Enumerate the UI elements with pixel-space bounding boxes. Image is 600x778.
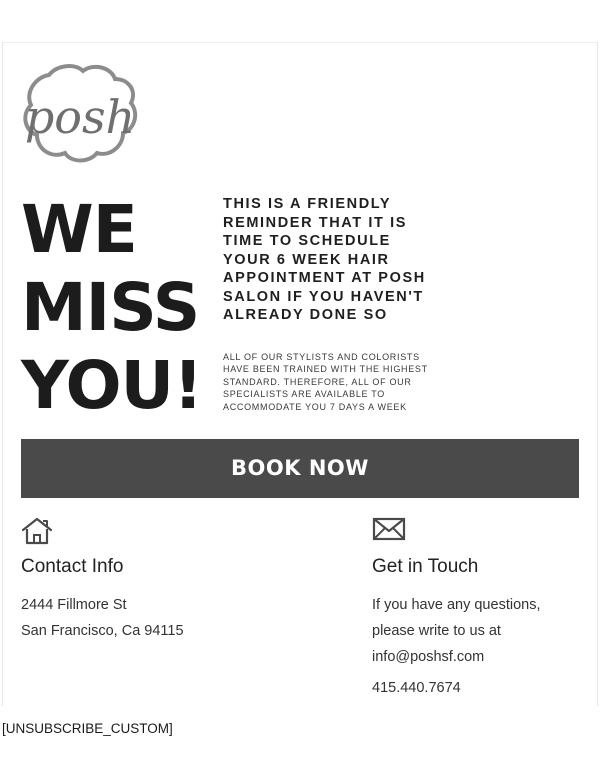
get-in-touch-column <box>300 516 579 696</box>
get-in-touch-title: Get in Touch <box>372 556 479 577</box>
contact-info-title: Contact Info <box>21 556 124 577</box>
hero-right <box>221 181 579 425</box>
address-line-2: San Francisco, Ca 94115 <box>21 623 184 639</box>
top-whitespace <box>0 0 600 42</box>
envelope-icon <box>372 516 579 550</box>
home-icon <box>21 516 300 550</box>
hero-row <box>3 171 597 425</box>
cloud-outline-logo-icon <box>21 61 141 171</box>
cta-area <box>3 425 597 498</box>
unsubscribe-area <box>0 706 600 738</box>
unsubscribe-link[interactable]: [UNSUBSCRIBE_CUSTOM] <box>2 721 173 736</box>
logo-area <box>3 43 597 171</box>
reminder-headline: THIS IS A FRIENDLY REMINDER THAT IT IS TIME TO SCHEDULE YOUR 6 WEEK HAIR APPOINTMENT AT POSH SALON IF YOU HAVEN'T ALREADY DONE SO <box>223 196 426 323</box>
address-line-1: 2444 Fillmore St <box>21 597 127 613</box>
contact-info-column <box>21 516 300 696</box>
phone-number: 415.440.7674 <box>372 680 461 696</box>
hero-left <box>21 181 221 425</box>
reminder-subcopy: ALL OF OUR STYLISTS AND COLORISTS HAVE BEEN TRAINED WITH THE HIGHEST STANDARD. THEREFORE, ALL OF OUR SPECIALISTS ARE AVAILABLE TO ACCOMMODATE YOU 7 DAYS A WEEK <box>223 351 428 412</box>
posh-logo <box>21 61 141 171</box>
svg-text:posh: posh <box>24 90 136 144</box>
book-now-button[interactable]: BOOK NOW <box>21 439 579 498</box>
hero-line-2: MISS <box>21 269 200 346</box>
hero-line-3: YOU! <box>21 347 203 424</box>
hero-line-1: WE <box>21 191 137 268</box>
bottom-whitespace <box>0 738 600 778</box>
email-body <box>2 42 598 706</box>
get-in-touch-message: If you have any questions, please write to us at info@poshsf.com <box>372 597 541 665</box>
footer-row <box>3 498 597 696</box>
